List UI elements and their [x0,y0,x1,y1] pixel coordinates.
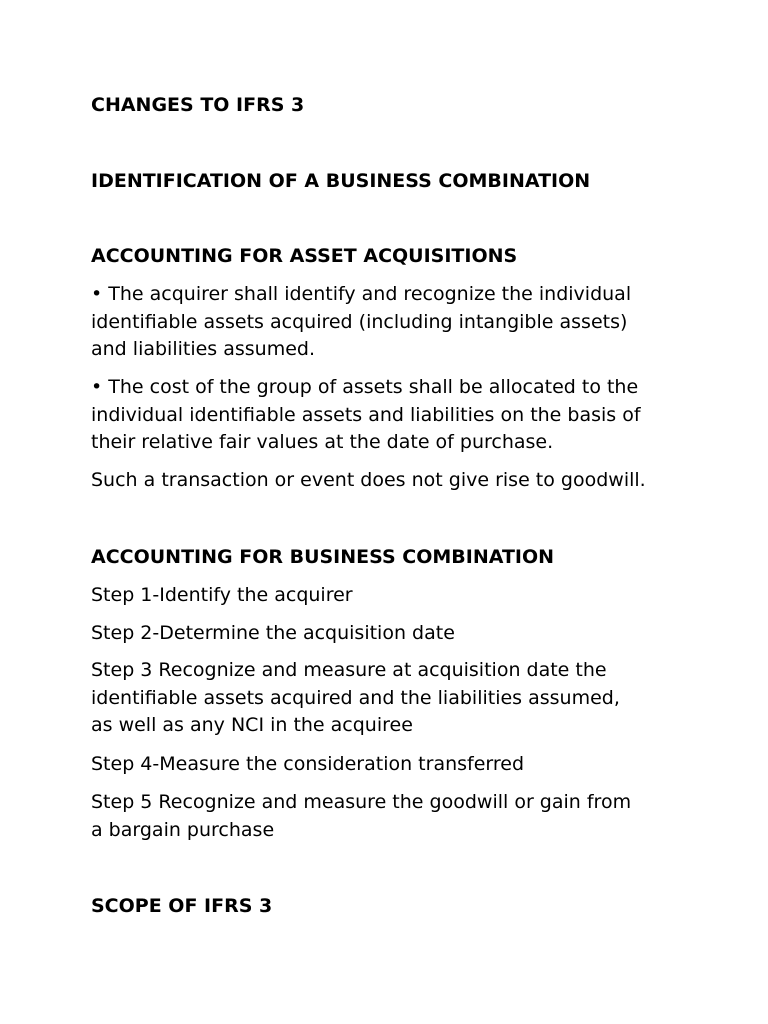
step-2: Step 2-Determine the acquisition date [91,622,455,644]
bullet-1-line-1: • The acquirer shall identify and recognize the individual [91,283,632,305]
bullet-2-line-2: individual identifiable assets and liabilities on the basis of [91,403,641,426]
goodwill-note: Such a transaction or event does not give rise to goodwill. [91,469,646,491]
heading-identification-of-business-combination: IDENTIFICATION OF A BUSINESS COMBINATION [91,170,591,192]
step-1: Step 1-Identify the acquirer [91,584,353,606]
step-3-line-1: Step 3 Recognize and measure at acquisition date the [91,659,607,681]
step-3-line-2: identifiable assets acquired and the liabilities assumed, [91,686,620,709]
heading-changes-to-ifrs-3: CHANGES TO IFRS 3 [91,94,305,116]
step-3-line-3: as well as any NCI in the acquiree [91,714,413,736]
step-5-line-1: Step 5 Recognize and measure the goodwill or gain from [91,791,632,813]
bullet-1-line-2: identifiable assets acquired (including intangible assets) [91,310,628,333]
heading-scope-of-ifrs-3: SCOPE OF IFRS 3 [91,895,273,917]
bullet-2-line-1: • The cost of the group of assets shall be allocated to the [91,376,639,398]
step-5 [91,789,691,844]
asset-acquisitions-bullet-1 [91,281,691,364]
asset-acquisitions-bullet-2 [91,374,691,457]
heading-accounting-for-asset-acquisitions: ACCOUNTING FOR ASSET ACQUISITIONS [91,245,518,267]
bullet-1-line-3: and liabilities assumed. [91,338,316,360]
bullet-2-line-3: their relative fair values at the date of purchase. [91,431,554,453]
step-4: Step 4-Measure the consideration transferred [91,753,525,775]
heading-accounting-for-business-combination: ACCOUNTING FOR BUSINESS COMBINATION [91,546,555,568]
step-3 [91,657,691,740]
step-5-line-2: a bargain purchase [91,818,275,841]
